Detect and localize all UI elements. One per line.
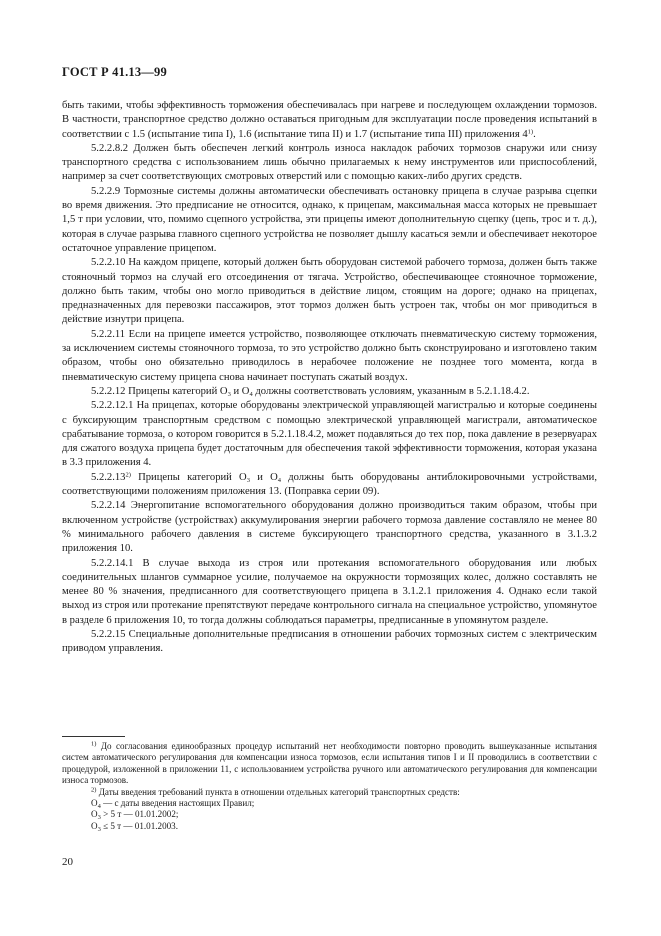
subscript: 3 (97, 825, 101, 833)
footnote-text: Даты введения требований пункта в отношении отдельных категорий транспортных средств: (96, 786, 460, 797)
document-header: ГОСТ Р 41.13—99 (62, 65, 167, 79)
paragraph-5-2-2-8-2: 5.2.2.8.2 Должен быть обеспечен легкий контроль износа накладок рабочих тормозов снаружи или снизу транспортного средства с использованием лишь обычно прилагаемых к нему инструментов или приспособлений, например за счет соответствующих смотровых отверстий или с помощью каких-либо других средств. (62, 142, 597, 183)
footnote-text: O (91, 820, 98, 831)
paragraph-text: должны быть оборудованы антиблокировочными устройствами, соответствующими положениям приложения 13. (Поправка серии 09). (62, 471, 597, 498)
subscript: 3 (97, 814, 101, 822)
footnote-text: O (91, 798, 98, 809)
subscript: 4 (249, 390, 253, 398)
page-number: 20 (62, 856, 73, 868)
paragraph-5-2-2-14-1: 5.2.2.14.1 В случае выхода из строя или протекания вспомогательного оборудования или любых соединительных шлангов суммарное усилие, получаемое на окружности тормозящих колес, должно составлять не менее 80 % значения, предписанного для соответствующего прицепа в 3.1.2.1 приложения 4. Однако если такой выход из строя или протекание препятствуют передаче контрольного сигнала на специальное устройство, упомянутое в разделе 6 приложения 10, то тогда должны соблюдаться параметры, предписанные в упомянутом разделе. (62, 557, 597, 626)
footnote-text: ≤ 5 т — 01.01.2003. (100, 820, 178, 831)
paragraph-5-2-2-14: 5.2.2.14 Энергопитание вспомогательного оборудования должно производиться таким образом, чтобы при включенном устройстве (устройствах) аккумулирования энергии рабочего тормоза давление составляло не менее 80 % минимального рабочего давления в системе буксирующего транспортного средства, указанного в 3.1.3.2 приложения 10. (62, 500, 597, 555)
paragraph-text: и O (249, 471, 278, 483)
subscript: 3 (227, 390, 231, 398)
paragraph-5-2-2-11: 5.2.2.11 Если на прицепе имеется устройство, позволяющее отключать пневматическую систему торможения, за исключением системы стояночного тормоза, то это устройство должно быть сконструировано и изготовлено таким образом, чтобы оно обязательно приводилось в нерабочее положение не позднее того момента, когда в пневматическую систему прицепа снова начинает поступать сжатый воздух. (62, 328, 597, 383)
paragraph-5-2-2-15: 5.2.2.15 Специальные дополнительные предписания в отношении рабочих тормозных систем с электрическим приводом управления. (62, 628, 597, 655)
body-text (62, 99, 597, 657)
paragraph (62, 99, 597, 142)
paragraph-text: . (533, 128, 536, 140)
subscript: 4 (277, 476, 281, 484)
paragraph-text: 5.2.2.13 (91, 471, 126, 483)
footnote-2 (62, 787, 597, 798)
paragraph-text: должны соответствовать условиям, указанным в 5.2.1.18.4.2. (252, 385, 530, 397)
paragraph-text: Прицепы категорий O (130, 471, 247, 483)
footnote-2-line (62, 821, 597, 832)
footnote-marker: 1) (91, 740, 97, 748)
footnote-2-line (62, 809, 597, 820)
paragraph-5-2-2-13 (62, 471, 597, 500)
paragraph-5-2-2-10: 5.2.2.10 На каждом прицепе, который должен быть оборудован системой рабочего тормоза, должен быть также стояночный тормоз на случай его отсоединения от тягача. Устройство, обеспечивающее стояночное торможение, должно быть таким, чтобы оно могло приводиться в действие лицом, стоящим на дороге; однако на прицепах, предназначенных для перевозки пассажиров, этот тормоз должен быть устроен так, чтобы он мог приводиться в действие изнутри прицепа. (62, 257, 597, 326)
footnote-ref: 1) (527, 128, 534, 136)
footnote-divider (62, 736, 125, 737)
footnote-marker: 2) (91, 786, 97, 794)
paragraph-text: быть такими, чтобы эффективность торможения обеспечивалась при нагреве и последующем охлаждении тормозов. В частности, транспортное средство должно оставаться пригодным для эксплуатации после проведения испытаний в соответствии с 1.5 (испытание типа I), 1.6 (испытание типа II) и 1.7 (испытание типа III) приложения 4 (62, 100, 597, 140)
footnote-2-line (62, 798, 597, 809)
paragraph-5-2-2-9: 5.2.2.9 Тормозные системы должны автоматически обеспечивать остановку прицепа в случае разрыва сцепки во время движения. Это предписание не относится, однако, к прицепам, максимальная масса которых не превышает 1,5 т при условии, что, помимо сцепного устройства, эти прицепы имеют дополнительную сцепку (цепь, трос и т. д.), которая в случае разрыва главного сцепного устройства не позволяет дышлу касаться земли и обеспечивает некоторое остаточное управление прицепом. (62, 185, 597, 254)
footnote-text: — с даты введения настоящих Правил; (100, 798, 255, 809)
paragraph-5-2-2-12 (62, 385, 597, 399)
footnote-text: > 5 т — 01.01.2002; (100, 809, 179, 820)
subscript: 4 (97, 803, 101, 811)
paragraph-text: 5.2.2.12 Прицепы категорий O (91, 385, 228, 397)
footnote-1 (62, 741, 597, 787)
footnote-text: O (91, 809, 98, 820)
subscript: 3 (246, 476, 250, 484)
paragraph-5-2-2-12-1: 5.2.2.12.1 На прицепах, которые оборудованы электрической управляющей магистралью и которые соединены с буксирующим транспортным средством с помощью электрической управляющей магистрали, автоматическое срабатывание тормоза, о котором говорится в 5.2.1.18.4.2, может подавляться до тех пор, пока давление в резервуарах для сжатого воздуха прицепа будет достаточным для обеспечения такой эффективности торможения, которая указана в 3.3 приложения 4. (62, 400, 597, 469)
footnote-text: До согласования единообразных процедур испытаний нет необходимости повторно проводить вышеуказанные испытания систем автоматического регулирования для компенсации износа тормозов, если испытания типов I и II проводились в соответствии с процедурой, изложенной в приложении 11, с использованием устройства ручного или автоматического регулирования для компенсации износа тормозов. (62, 741, 597, 786)
footnotes (62, 741, 597, 832)
footnote-ref: 2) (125, 471, 131, 479)
paragraph-text: и O (230, 385, 250, 397)
